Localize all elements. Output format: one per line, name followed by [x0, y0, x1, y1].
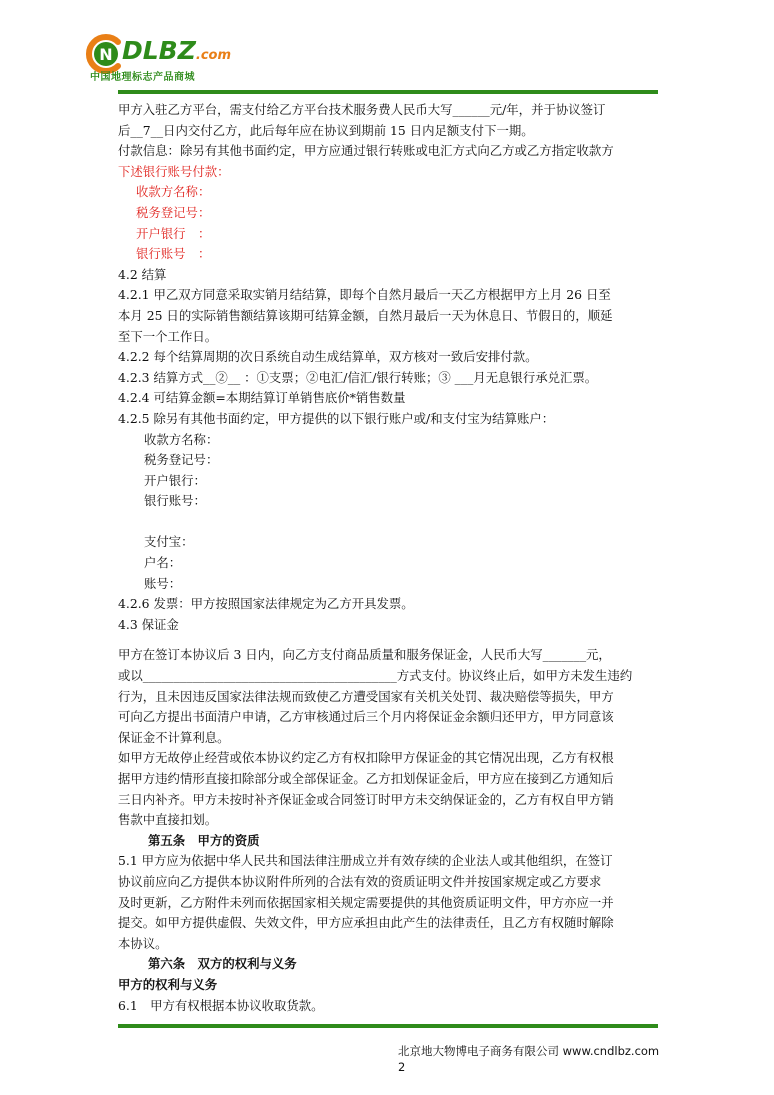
body-line: 及时更新，乙方附件未列而依据国家相关规定需要提供的其他资质证明文件，甲方亦应一并 [118, 894, 614, 910]
document-body [118, 100, 658, 1016]
body-line: 行为，且未因违反国家法律法规而致使乙方遭受国家有关机关处罚、裁决赔偿等损失，甲方 [118, 688, 614, 704]
body-line: 甲方在签订本协议后 3 日内，向乙方支付商品质量和服务保证金，人民币大写_______元， [118, 647, 611, 663]
body-line: 甲方的权利与义务 [118, 976, 218, 992]
body-line: 账号： [144, 575, 182, 591]
footer-divider [118, 1024, 658, 1028]
body-line: 下述银行账号付款： [118, 163, 230, 179]
section-heading: 第六条 双方的权利与义务 [148, 956, 297, 972]
body-line: 4.2 结算 [118, 266, 167, 282]
body-line: 税务登记号： [144, 452, 219, 468]
body-line: 5.1 甲方应为依据中华人民共和国法律注册成立并有效存续的企业法人或其他组织，在签订 [118, 853, 613, 869]
body-line: 付款信息：除另有其他书面约定，甲方应通过银行转账或电汇方式向乙方或乙方指定收款方 [118, 143, 614, 159]
body-line [118, 512, 658, 533]
header-divider [118, 90, 658, 94]
body-line: 银行账号 ： [136, 246, 211, 262]
body-line: 4.3 保证金 [118, 616, 179, 632]
logo-mark-letter: N [99, 45, 113, 64]
body-line: 如甲方无故停止经营或依本协议约定乙方有权扣除甲方保证金的其它情况出现，乙方有权根 [118, 750, 614, 766]
body-line [118, 635, 658, 645]
body-line: 保证金不计算利息。 [118, 729, 230, 745]
site-logo[interactable] [84, 32, 254, 84]
body-line: 本协议。 [118, 935, 168, 951]
footer-company: 北京地大物博电子商务有限公司 www.cndlbz.com [398, 1044, 660, 1058]
body-line: 4.2.3 结算方式__②__ ：①支票；②电汇/信汇/银行转账；③ ___月无息银行承兑汇票。 [118, 369, 598, 385]
body-line: 4.2.5 除另有其他书面约定，甲方提供的以下银行账户或/和支付宝为结算账户： [118, 410, 555, 426]
section-heading: 第五条 甲方的资质 [148, 832, 260, 848]
body-line: 提交。如甲方提供虚假、失效文件，甲方应承担由此产生的法律责任，且乙方有权随时解除 [118, 915, 614, 931]
body-line: 后__7__日内交付乙方，此后每年应在协议到期前 15 日内足额支付下一期。 [118, 122, 534, 138]
body-line: 开户银行： [144, 472, 206, 488]
body-line: 4.2.4 可结算金额=本期结算订单销售底价*销售数量 [118, 390, 406, 406]
body-line: 或以_________________________________________方式支付。协议终止后，如甲方未发生违约 [118, 668, 633, 684]
logo-suffix: .com [195, 48, 231, 63]
body-line: 三日内补齐。甲方未按时补齐保证金或合同签订时甲方未交纳保证金的，乙方有权自甲方销 [118, 791, 614, 807]
body-line: 6.1 甲方有权根据本协议收取货款。 [118, 997, 324, 1013]
body-line: 售款中直接扣划。 [118, 812, 218, 828]
body-line: 收款方名称： [136, 184, 211, 200]
logo-wordmark [122, 36, 231, 65]
body-line: 可向乙方提出书面清户申请，乙方审核通过后三个月内将保证金余额归还甲方，甲方同意该 [118, 709, 614, 725]
body-line: 据甲方违约情形直接扣除部分或全部保证金。乙方扣划保证金后，甲方应在接到乙方通知后 [118, 771, 614, 786]
body-line: 甲方入驻乙方平台，需支付给乙方平台技术服务费人民币大写______元/年，并于协议签订 [118, 102, 606, 117]
body-line: 银行账号： [144, 493, 206, 509]
body-line: 户名： [144, 555, 182, 571]
body-line: 本月 25 日的实际销售额结算该期可结算金额，自然月最后一天为休息日、节假日的，顺延 [118, 307, 613, 323]
body-line: 协议前应向乙方提供本协议附件所列的合法有效的资质证明文件并按国家规定或乙方要求 [118, 873, 602, 889]
body-line: 收款方名称： [144, 431, 219, 447]
body-line: 4.2.1 甲乙双方同意采取实销月结结算，即每个自然月最后一天乙方根据甲方上月 26 日至 [118, 287, 611, 303]
logo-text: DLBZ [122, 36, 196, 65]
body-line: 至下一个工作日。 [118, 328, 218, 344]
body-line: 开户银行 ： [136, 225, 211, 241]
logo-subtitle: 中国地理标志产品商城 [90, 72, 195, 83]
body-line: 支付宝： [144, 534, 194, 550]
page-number: 2 [398, 1060, 406, 1074]
body-line: 4.2.6 发票：甲方按照国家法律规定为乙方开具发票。 [118, 596, 414, 612]
body-line: 税务登记号： [136, 204, 211, 220]
body-line: 4.2.2 每个结算周期的次日系统自动生成结算单，双方核对一致后安排付款。 [118, 349, 538, 365]
